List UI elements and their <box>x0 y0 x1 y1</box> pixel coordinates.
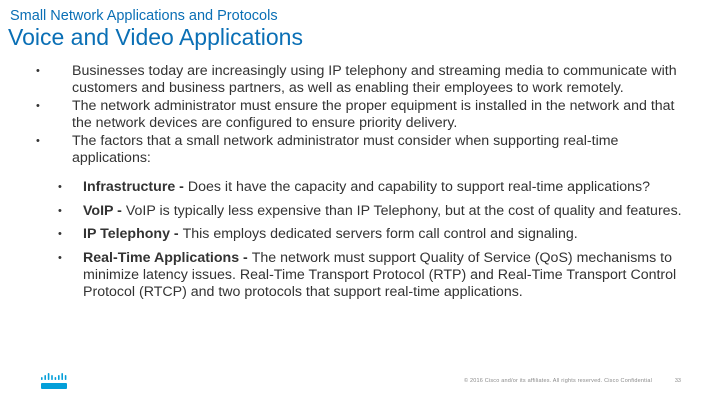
section-title: Small Network Applications and Protocols <box>10 8 278 24</box>
bullet-dot: • <box>58 181 62 194</box>
bullet-text: The network administrator must ensure the proper equipment is installed in the network and that the network devices are configured to ensure priority delivery. <box>72 97 675 132</box>
sub-bullet-item <box>36 250 684 302</box>
sub-bullet-item <box>36 179 684 196</box>
bullet-text: Businesses today are increasingly using IP telephony and streaming media to communicate with customers and business partners, as well as enabling their employees to work remotely. <box>72 63 677 97</box>
sub-bullet-term: Real-Time Applications - <box>83 249 252 266</box>
sub-bullet-term: IP Telephony - <box>83 226 183 243</box>
bullet-dot: • <box>58 204 62 217</box>
sub-bullet-text: VoIP is typically less expensive than IP Telephony, but at the cost of quality and features. <box>125 202 682 219</box>
sub-bullet-term: Infrastructure - <box>83 179 188 196</box>
bullet-item <box>36 63 684 98</box>
copyright-text: © 2016 Cisco and/or its affiliates. All rights reserved. Cisco Confidential <box>464 378 653 384</box>
bullet-dot: • <box>36 134 40 147</box>
bullet-item <box>36 98 684 133</box>
slide-content <box>36 63 684 308</box>
bullet-dot: • <box>58 251 62 264</box>
sub-bullet-item <box>36 203 684 220</box>
bullet-dot: • <box>36 65 40 77</box>
slide-footer <box>0 365 720 405</box>
sub-bullet-text: Does it have the capacity and capability to support real-time applications? <box>187 179 650 196</box>
bullet-item <box>36 133 684 168</box>
sub-bullet-text: The network must support Quality of Service (QoS) mechanisms to minimize latency issues. Real-Time Transport Protocol (RTP) and Real-Time Transport Control Protocol (RTCP) and two protocols that support real-time applications. <box>83 249 677 301</box>
bullet-text: The factors that a small network administrator must consider when supporting real-time applications: <box>72 132 619 167</box>
sub-bullet-list <box>36 179 684 301</box>
sub-bullet-term: VoIP - <box>83 202 126 219</box>
cisco-logo <box>40 372 68 390</box>
sub-bullet-text: This employs dedicated servers form call control and signaling. <box>182 226 578 243</box>
slide-title: Voice and Video Applications <box>8 24 303 50</box>
sub-bullet-item <box>36 226 684 243</box>
bullet-dot: • <box>36 99 40 112</box>
page-number: 33 <box>674 378 681 384</box>
bullet-dot: • <box>58 228 62 241</box>
